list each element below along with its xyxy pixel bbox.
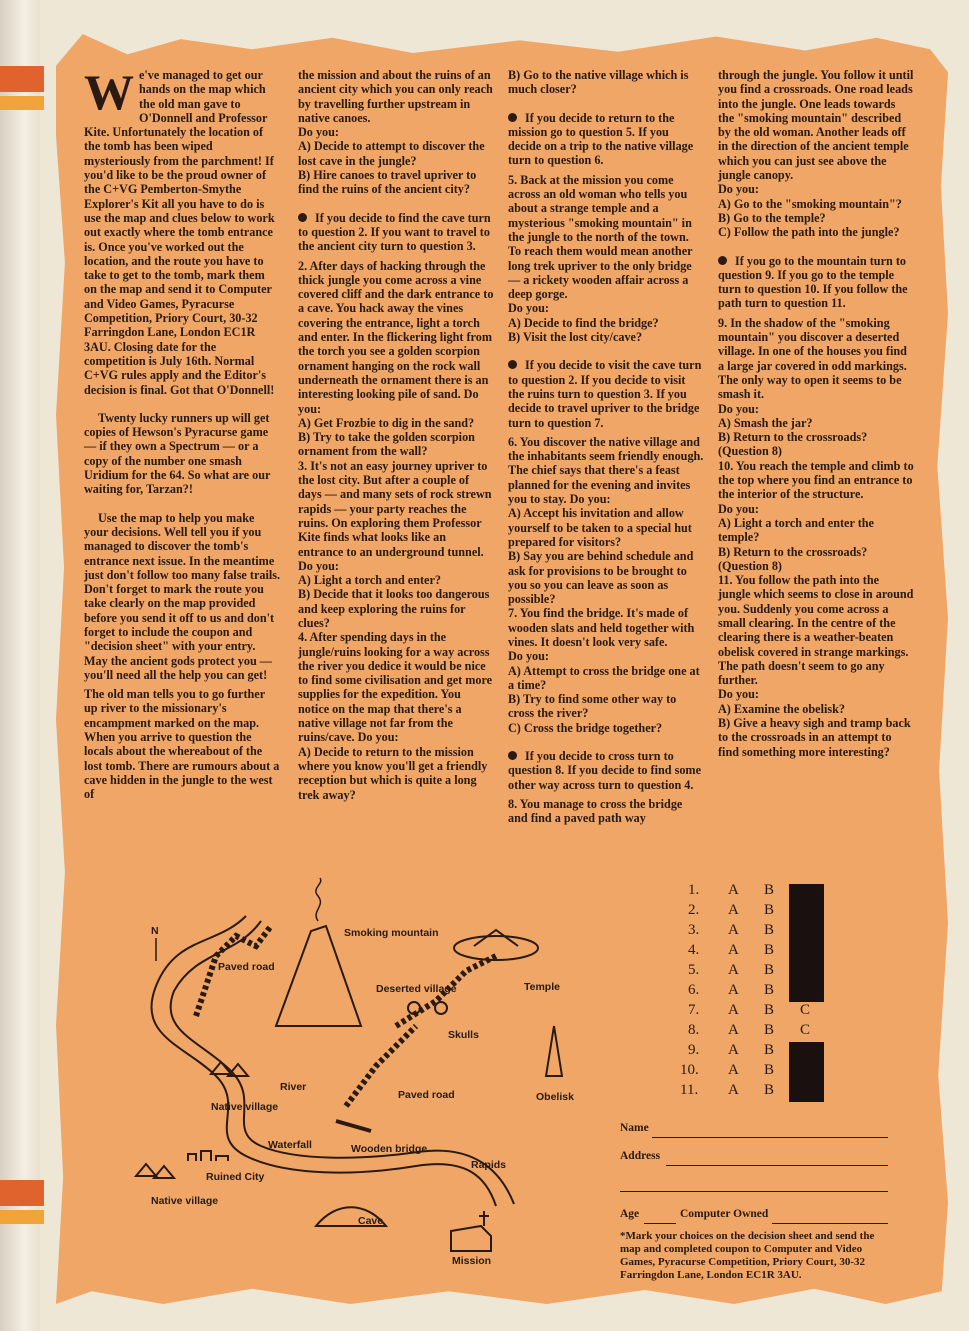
question-number: 11. xyxy=(680,1082,699,1098)
paragraph: If you decide to return to the mission go to question 5. If you decide on a trip to the native village turn to question 6. xyxy=(508,110,694,168)
paragraph: 6. You discover the native village and the inhabitants seem friendly enough. The chief says that there's a feast planned for the evening and invites you to stay. Do you: xyxy=(508,434,704,507)
paragraph: A) Attempt to cross the bridge one at a time? xyxy=(508,663,700,692)
bullet-icon xyxy=(508,360,517,369)
paragraph: Twenty lucky runners up will get copies of Hewson's Pyracurse game — if they own a Spectrum — or a copy of the number one smash Uridium for the 64. So what are our waiting for, Tarzan?! xyxy=(84,410,271,497)
option-b[interactable]: B xyxy=(764,1002,775,1018)
paragraph: C) Cross the bridge together? xyxy=(508,720,663,735)
drop-cap: W xyxy=(84,64,134,120)
paragraph: Do you: xyxy=(298,125,339,140)
map-label: Waterfall xyxy=(268,1139,312,1151)
paragraph: B) Decide that it looks too dangerous and keep exploring the ruins for clues? xyxy=(298,587,490,630)
option-b[interactable]: B xyxy=(764,942,775,958)
paragraph: A) Accept his invitation and allow yourself to be taken to a special hut prepared for visitors? xyxy=(508,506,692,549)
paragraph: A) Get Frozbie to dig in the sand? xyxy=(298,415,475,430)
bullet-icon xyxy=(718,256,727,265)
blocked-option-bar xyxy=(789,884,824,1002)
option-a[interactable]: A xyxy=(728,882,739,898)
north-label: N xyxy=(151,925,159,937)
paragraph: 2. After days of hacking through the thick jungle you come across a vine covered cliff and the dark entrance to a cave. You hack away the vines covering the entrance, light a torch and enter. In the flickering light from the torch you see a golden scorpion ornament hanging on the rock wall underneath the ornament there is an interesting looking pile of sand. Do you: xyxy=(298,258,494,416)
paragraph: B) Go to the temple? xyxy=(718,210,826,225)
mountain-icon xyxy=(276,926,361,1026)
option-b[interactable]: B xyxy=(764,902,775,918)
age-computer-field[interactable] xyxy=(620,1208,888,1228)
paragraph: Do you: xyxy=(508,301,549,316)
paragraph: Do you: xyxy=(718,501,759,516)
paragraph: B) Give a heavy sigh and tramp back to the crossroads in an attempt to find something more interesting? xyxy=(718,716,911,759)
map-label: River xyxy=(280,1081,307,1093)
obelisk-icon xyxy=(546,1026,562,1076)
option-b[interactable]: B xyxy=(764,882,775,898)
river-bank xyxy=(151,916,496,1206)
paragraph: The old man tells you to go further up river to the missionary's encampment marked on the map. When you arrive to question the locals about the whereabout of the lost tomb. There are rumours about a cave hidden in the jungle to the west of xyxy=(84,687,280,802)
paragraph: A) Go to the "smoking mountain"? xyxy=(718,196,902,211)
age-label: Age xyxy=(620,1208,640,1220)
paragraph: B) Hire canoes to travel upriver to find the ruins of the ancient city? xyxy=(298,168,477,197)
question-number: 7. xyxy=(688,1002,700,1018)
question-number: 1. xyxy=(688,882,700,898)
option-a[interactable]: A xyxy=(728,962,739,978)
paragraph: 11. You follow the path into the jungle which seems to close in around you. Suddenly you come across a small clearing. In the centre of the clearing there is a weather-beaten obelisk covered in strange markings. The path doesn't seem to go any further. xyxy=(718,573,914,688)
question-number: 6. xyxy=(688,982,700,998)
article-column-3 xyxy=(508,68,704,831)
paragraph: 4. After spending days in the jungle/ruins looking for a way across the river you dedice it would be nice to find some civilisation and get more supplies for the expedition. You notice on the map that there's a native village not far from the ruins/cave. Do you: xyxy=(298,630,493,745)
paragraph: If you go to the mountain turn to question 9. If you go to the temple turn to question 10. If you follow the path turn to question 11. xyxy=(718,253,908,311)
map-label: Paved road xyxy=(218,961,275,973)
option-a[interactable]: A xyxy=(728,1082,739,1098)
option-b[interactable]: B xyxy=(764,1042,775,1058)
address-field[interactable] xyxy=(620,1150,888,1170)
article-column-2 xyxy=(298,68,494,802)
option-a[interactable]: A xyxy=(728,902,739,918)
paragraph: B) Say you are behind schedule and ask for provisions to be brought to you so you can leave as soon as possible? xyxy=(508,549,694,607)
paragraph: the mission and about the ruins of an ancient city which you can only reach by travelling further upstream in native canoes. xyxy=(298,68,493,125)
page-edge xyxy=(0,0,40,1331)
paragraph: If you decide to find the cave turn to question 2. If you want to travel to the ancient city turn to question 3. xyxy=(298,210,491,254)
paragraph: A) Examine the obelisk? xyxy=(718,701,845,716)
question-number: 9. xyxy=(688,1042,700,1058)
option-b[interactable]: B xyxy=(764,1062,775,1078)
name-label: Name xyxy=(620,1122,649,1134)
option-b[interactable]: B xyxy=(764,962,775,978)
edge-stripe xyxy=(0,1180,44,1206)
option-b[interactable]: B xyxy=(764,1022,775,1038)
map-label: Deserted village xyxy=(376,983,457,995)
ruins-icon xyxy=(188,1151,228,1161)
smoke-icon xyxy=(316,878,321,921)
map-label: Native village xyxy=(151,1195,219,1207)
paragraph: C) Follow the path into the jungle? xyxy=(718,225,900,240)
option-a[interactable]: A xyxy=(728,1042,739,1058)
edge-stripe xyxy=(0,66,44,92)
option-a[interactable]: A xyxy=(728,982,739,998)
computer-owned-label: Computer Owned xyxy=(680,1208,769,1220)
paragraph: Use the map to help you make your decisions. Well tell you if you managed to discover the tomb's entrance next issue. In the meantime just don't follow too many false trails. Don't forget to mark the route you take clearly on the map provided before you send it off to us and don't forget to include the coupon and "decision sheet" with your entry. May the ancient gods protect you — you'll need all the help you can get! xyxy=(84,510,281,682)
option-b[interactable]: B xyxy=(764,1082,775,1098)
edge-stripe xyxy=(0,1210,44,1224)
paragraph: If you decide to cross turn to question 8. If you decide to find some other way across turn to question 4. xyxy=(508,749,701,792)
question-number: 5. xyxy=(688,962,700,978)
question-number: 2. xyxy=(688,902,700,918)
map-label: Paved road xyxy=(398,1089,455,1101)
paragraph: Do you: xyxy=(508,649,549,664)
paragraph: B) Return to the crossroads? (Question 8) xyxy=(718,544,868,573)
entry-instructions: *Mark your choices on the decision sheet and send the map and completed coupon to Computer and Video Games, Pyracurse Competition, Priory Court, 30-32 Farringdon Lane, London EC1R 3AU. xyxy=(620,1230,875,1281)
option-c[interactable]: C xyxy=(800,1022,811,1038)
map-label: Temple xyxy=(524,981,560,993)
paragraph: A) Smash the jar? xyxy=(718,415,813,430)
map-label: Skulls xyxy=(448,1029,479,1041)
option-a[interactable]: A xyxy=(728,1062,739,1078)
mission-icon xyxy=(451,1211,491,1251)
paragraph: through the jungle. You follow it until you find a crossroads. One road leads into the jungle. One leads towards the "smoking mountain" described by the old woman. Another leads off in the direction of the ancient temple which you can just see above the jungle canopy. xyxy=(718,68,914,183)
bridge-icon xyxy=(336,1121,371,1131)
option-b[interactable]: B xyxy=(764,922,775,938)
map-label: Rapids xyxy=(471,1159,507,1171)
question-number: 10. xyxy=(680,1062,699,1078)
skull-icon xyxy=(435,1002,447,1014)
paragraph: Do you: xyxy=(718,182,759,197)
hut-icon xyxy=(136,1164,174,1178)
option-c[interactable]: C xyxy=(800,1002,811,1018)
option-a[interactable]: A xyxy=(728,922,739,938)
option-a[interactable]: A xyxy=(728,1022,739,1038)
paragraph: A) Decide to find the bridge? xyxy=(508,315,659,330)
paragraph: If you decide to visit the cave turn to question 2. If you decide to visit the ruins turn to question 3. If you decide to travel upriver to the bridge turn to question 7. xyxy=(508,358,702,430)
map-label: Mission xyxy=(452,1255,492,1267)
paragraph: A) Light a torch and enter? xyxy=(298,573,441,588)
bullet-icon xyxy=(508,751,517,760)
paragraph: A) Decide to return to the mission where you know you'll get a friendly reception but which is quite a long trek away? xyxy=(298,744,488,802)
map-label: Ruined City xyxy=(206,1171,265,1183)
name-field[interactable] xyxy=(620,1122,888,1142)
address-field-line-2[interactable] xyxy=(620,1176,888,1196)
map-label: Wooden bridge xyxy=(351,1143,428,1155)
paragraph: 9. In the shadow of the "smoking mountain" you discover a deserted village. In one of the houses you find a large jar covered in odd markings. The only way to open it seems to be smash it. xyxy=(718,315,907,402)
bullet-icon xyxy=(508,113,517,122)
blocked-option-bar xyxy=(789,1042,824,1102)
map-label: Cave xyxy=(358,1215,384,1227)
edge-stripe xyxy=(0,96,44,110)
map-label: Obelisk xyxy=(536,1091,574,1103)
question-number: 8. xyxy=(688,1022,700,1038)
question-number: 4. xyxy=(688,942,700,958)
paragraph: 10. You reach the temple and climb to the top where you find an entrance to the interior of the structure. xyxy=(718,458,914,502)
option-a[interactable]: A xyxy=(728,1002,739,1018)
paragraph: B) Try to find some other way to cross the river? xyxy=(508,692,677,721)
paragraph: 7. You find the bridge. It's made of wooden slats and held together with vines. It doesn't look very safe. xyxy=(508,606,695,649)
map-label: Smoking mountain xyxy=(344,927,439,939)
paragraph: Do you: xyxy=(718,687,759,702)
paragraph: 5. Back at the mission you come across an old woman who tells you about a strange temple and a mysterious "smoking mountain" in the jungle to the north of the town. To reach them would mean another long trek upriver to the only bridge — a rickety wooden affair across a deep gorge. xyxy=(508,172,693,302)
option-b[interactable]: B xyxy=(764,982,775,998)
paragraph: B) Go to the native village which is much closer? xyxy=(508,68,689,97)
paragraph: A) Decide to attempt to discover the lost cave in the jungle? xyxy=(298,139,485,168)
bullet-icon xyxy=(298,213,307,222)
paragraph: Do you: xyxy=(718,401,759,416)
address-label: Address xyxy=(620,1150,661,1162)
article-column-4 xyxy=(718,68,914,759)
paragraph: B) Try to take the golden scorpion ornament from the wall? xyxy=(298,430,475,459)
option-a[interactable]: A xyxy=(728,942,739,958)
paragraph: 8. You manage to cross the bridge and find a paved path way xyxy=(508,796,683,826)
article-column-1 xyxy=(84,64,281,807)
paragraph: B) Return to the crossroads? (Question 8) xyxy=(718,430,868,459)
paragraph: A) Light a torch and enter the temple? xyxy=(718,515,874,545)
map-label: Native village xyxy=(211,1101,279,1113)
intro-paragraph: e've managed to get our hands on the map which the old man gave to O'Donnell and Professor Kite. Unfortunately the location of the tomb has been wiped mysteriously from the parchment! If you'd like to be the proud owner of the C+VG Pemberton-Smythe Explorer's Kit all you have to do is use the map and clues below to work out exactly where the tomb entrance is. Once you've worked out the location, and the route you have to take to get to the tomb, mark them on the map and send it to Computer and Video Games, Pyracurse Competition, Priory Court, 30-32 Farringdon Lane, London EC1R 3AU. Closing date for the competition is July 16th. Normal C+VG rules apply and the Editor's decision is final. Got that O'Donnell! xyxy=(84,68,275,397)
treasure-map xyxy=(96,876,596,1271)
paragraph: B) Visit the lost city/cave? xyxy=(508,330,643,345)
paragraph: 3. It's not an easy journey upriver to the lost city. But after a couple of days — and many sets of rock strewn rapids — your party reaches the ruins. On exploring them Professor Kite finds what looks like an entrance to an underground tunnel. Do you: xyxy=(298,458,492,573)
question-number: 3. xyxy=(688,922,700,938)
